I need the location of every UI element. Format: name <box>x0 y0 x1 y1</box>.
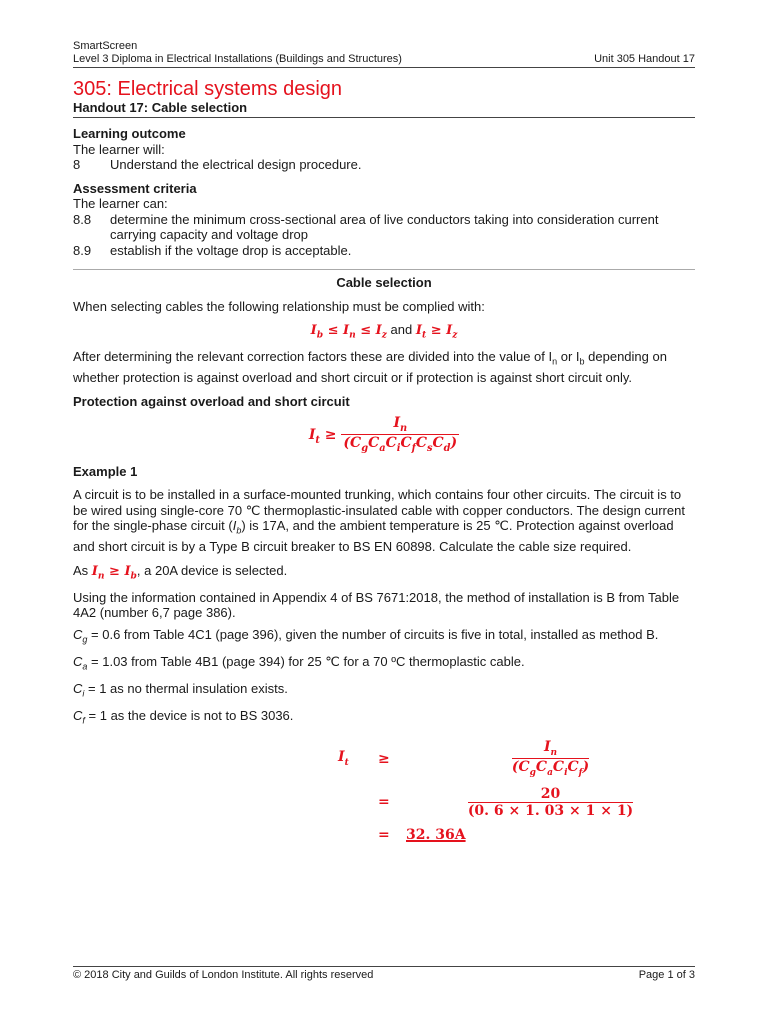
item-number: 8 <box>73 157 81 172</box>
page-number: Page 1 of 3 <box>638 969 695 981</box>
calculation-fraction <box>406 786 695 819</box>
item-number: 8.8 <box>73 211 92 227</box>
learning-outcome-item <box>73 157 695 173</box>
handout-subtitle: Handout 17: Cable selection <box>73 100 695 118</box>
installation-method-text: Using the information contained in Appendix 4 of BS 7671:2018, the method of installation is B from Table 4A2 (number 6,7 page 386). <box>73 589 680 621</box>
calc-numerator: 20 <box>540 785 561 802</box>
factor-cf-line: $C_f = 1$ as the device is not to BS 3036. <box>73 708 294 726</box>
page-footer <box>73 966 695 981</box>
factor-ci-line: $C_i = 1$ as no thermal insulation exists. <box>73 681 288 699</box>
page-header <box>73 40 695 68</box>
calc-denominator: (0. 6 × 1. 03 × 1 × 1) <box>467 802 634 819</box>
formula-and: and <box>390 322 413 337</box>
protection-heading: Protection against overload and short circuit <box>73 393 350 409</box>
assessment-heading: Assessment criteria <box>73 180 197 196</box>
assessment-item <box>73 243 695 259</box>
calculation-block: $I_t$ ≥ $I_n$ $(C_gC_aC_iC_f)$ = $\frac{20}{(0. 6 \times 1. 03 \times 1 \times 1)}$ = 32. 36A <box>338 739 695 843</box>
item-text: establish if the voltage drop is acceptable. <box>110 242 352 258</box>
cable-selection-intro: When selecting cables the following relationship must be complied with: <box>73 298 485 314</box>
unit-label: Unit 305 Handout 17 <box>594 53 695 65</box>
factor-ca-line: $C_a = 1.03$ from Table 4B1 (page 394) for 25 ℃ for a 70 ºC thermoplastic cable. <box>73 654 525 672</box>
page-title: 305: Electrical systems design <box>73 78 343 100</box>
calculation-result: 32. 36A <box>406 826 466 843</box>
item-text: determine the minimum cross-sectional area of live conductors taking into consideration current carrying capacity and voltage drop <box>110 211 659 242</box>
learning-outcome-intro: The learner will: <box>73 141 165 157</box>
current-relationship-formula: $I_b \le I_n \le I_z$ and $I_t \ge I_z$ <box>310 322 458 341</box>
header-row <box>73 53 695 68</box>
example-problem-text: A circuit is to be installed in a surface-mounted trunking, which contains four other circuits. The circuit is to be wired using single-core 70 ℃ thermoplastic-insulated cable with copper conductors. The design current for the single-phase circuit $(I_b)$ is 17A, and the ambient temperature is 25 ℃. Protection against overload and short circuit is by a Type B circuit breaker to BS EN 60898. Calculate the cable size required. <box>73 487 685 555</box>
item-number: 8.9 <box>73 242 92 258</box>
protection-formula: $I_t$ ≥ $\frac{I_n}{(C_gC_aC_iC_fC_sC_d)}$ <box>308 415 458 454</box>
brand-name: SmartScreen <box>73 40 138 52</box>
cable-selection-heading: Cable selection <box>336 275 432 290</box>
course-name: Level 3 Diploma in Electrical Installations (Buildings and Structures) <box>73 53 402 65</box>
copyright-text: © 2018 City and Guilds of London Institute. All rights reserved <box>73 969 374 981</box>
learning-outcome-heading: Learning outcome <box>73 126 186 141</box>
example-heading: Example 1 <box>73 463 138 479</box>
factor-cg-line: $C_g = 0.6$ from Table 4C1 (page 396), given the number of circuits is five in total, installed as method B. <box>73 626 659 645</box>
assessment-item <box>73 212 695 243</box>
item-text: Understand the electrical design procedure. <box>110 157 362 172</box>
device-selection-line: As $I_n \ge I_b$, a 20A device is selected. <box>73 562 288 582</box>
correction-factor-paragraph: After determining the relevant correction factors these are divided into the value of $I_n$ or $I_b$ depending on whether protection is against overload and short circuit or if protection is against short circuit only. <box>73 349 667 386</box>
section-divider <box>73 269 695 270</box>
assessment-intro: The learner can: <box>73 196 168 211</box>
handout-page <box>73 40 695 843</box>
